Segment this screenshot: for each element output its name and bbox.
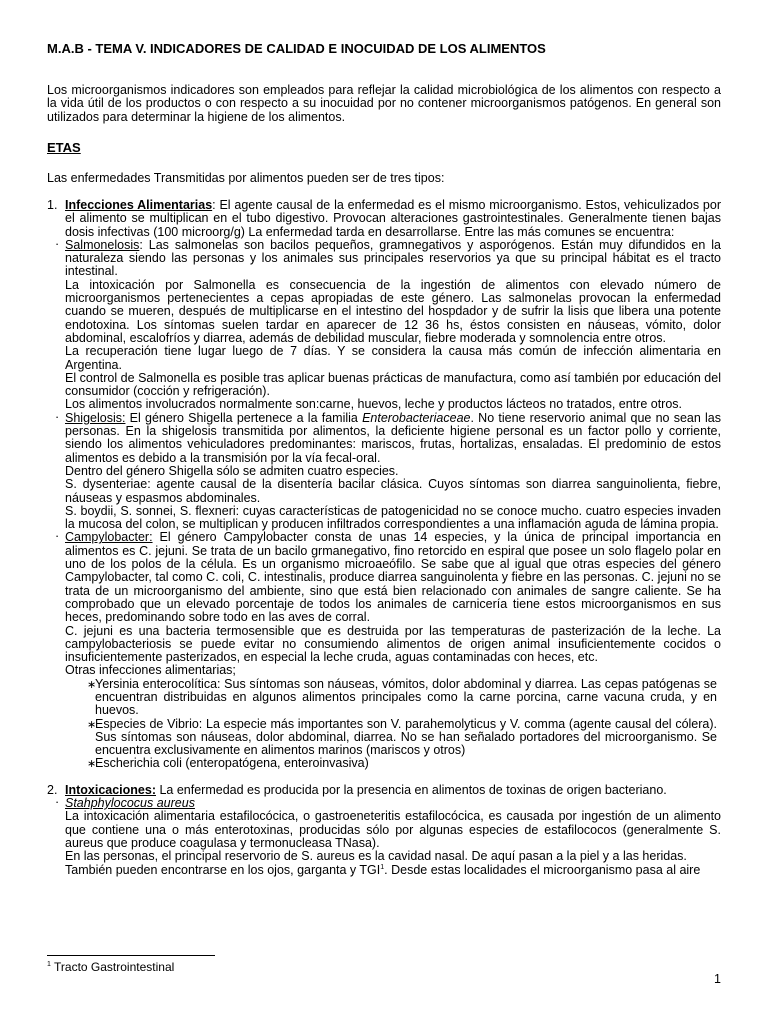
paragraph: S. dysenteriae: agente causal de la disentería bacilar clásica. Cuyos síntomas son diarrea sanguinolienta, fiebre, náuseas y espasmos abdominales. [65, 477, 721, 505]
footnote-separator [47, 955, 215, 956]
item-text: El género Campylobacter consta de unas 14 especies, y la única de principal importancia en alimentos es C. jejuni. Se trata de un bacilo grmanegativo, fino retorcido en espiral que posee un solo flagelo polar en uno de los polos de la célula. Es un organismo microaeófilo. Se sabe que al igual que otras especies del género Campylobacter, tal como C. coli, C. intestinalis, produce diarrea sanguinolenta y fiebre en las personas. C. jejuni no se trata de un microorganismo del ambiente, sino que está bien relacionado con animales de sangre caliente. Se ha comprobado que un elevado porcentaje de todos los animales de carnicería tiene estos microorganismos en sus heces, predominando sobre todo en las aves de corral. [65, 530, 721, 625]
section-intoxicaciones [47, 784, 721, 797]
list-item-text: Escherichia coli (enteropatógena, enteroinvasiva) [95, 756, 369, 771]
item-label: Shigelosis: [65, 410, 126, 425]
bullet-icon: · [55, 409, 60, 424]
section-infecciones [47, 199, 721, 239]
section-text: La enfermedad es producida por la presencia en alimentos de toxinas de origen bacteriano. [156, 782, 667, 797]
page-number: 1 [714, 972, 721, 986]
list-item [47, 718, 721, 758]
paragraph: Otras infecciones alimentarias; [65, 663, 236, 678]
etas-heading: ETAS [47, 140, 81, 155]
family-name: Enterobacteriaceae [362, 410, 471, 425]
footnote-text: Tracto Gastrointestinal [50, 960, 175, 974]
paragraph: La intoxicación por Salmonella es consecuencia de la ingestión de alimentos con elevado número de microorganismos pertenecientes a cepas apropiadas de este género. Las salmonelas provocan la enfermedad cuando se mueren, después de multiplicarse en el intestino del hospdador y de sufrir la lisis que libera una potente endotoxina. Los síntomas suelen tardar en aparecer de 12 36 hs, éstos consisten en náuseas, vómito, dolor abdominal, escalofríos y diarrea, además de debilidad muscular, fiebre moderada y somnolencia entre otros. [65, 277, 721, 345]
section-number: 2. [47, 782, 58, 797]
paragraph: La intoxicación alimentaria estafilocócica, o gastroeneteritis estafilocócica, es causada por ingestión de un alimento que contiene una o más enterotoxinas, producidas sólo por algunas especies de estafilococos (generalmente S. aureus que produce coagulasa y termonucleasa TNasa). [65, 809, 721, 850]
asterisk-bullet-icon: ∗ [87, 678, 97, 691]
list-item [47, 678, 721, 718]
document-body [47, 199, 721, 877]
intro-paragraph: Los microorganismos indicadores son empleados para reflejar la calidad microbiológica de los alimentos con respecto a la vida útil de los productos o con respecto a su inocuidad por no contener microorganismos patógenos. En general son utilizados para determinar la higiene de los alimentos. [47, 83, 721, 124]
paragraph-text: . Desde estas localidades el microorganismo pasa al aire [384, 862, 701, 877]
section-number: 1. [47, 198, 58, 212]
bullet-icon: · [55, 236, 60, 251]
footnote [47, 961, 174, 974]
item-label: Campylobacter: [65, 530, 153, 545]
paragraph: El control de Salmonella es posible tras aplicar buenas prácticas de manufactura, como así también por educación del consumidor (cocción y refrigeración). [65, 370, 721, 399]
item-shigelosis [47, 409, 721, 465]
asterisk-bullet-icon: ∗ [87, 758, 97, 771]
etas-lead: Las enfermedades Transmitidas por alimentos pueden ser de tres tipos: [47, 171, 445, 185]
paragraph: En las personas, el principal reservorio de S. aureus es la cavidad nasal. De aquí pasan a la piel y a las heridas. [65, 849, 687, 864]
item-text: . No tiene reservorio animal que no sean las personas. En la shigelosis transmitida por alimentos, la deficiente higiene personal es un factor pollo y corriente, siendo los alimentos vehiculadores predominantes: mariscos, frutas, hortalizas, ensaladas. El predominio de estos alimentos es debido a la transmisión por la vía fecal-oral. [65, 410, 721, 465]
list-item [47, 757, 721, 770]
section-heading: Infecciones Alimentarias [65, 198, 213, 212]
item-text: El género Shigella pertenece a la familia [125, 410, 363, 425]
item-label: Stahphylococus aureus [65, 796, 195, 811]
paragraph: C. jejuni es una bacteria termosensible que es destruida por las temperaturas de pasterización de la leche. La campylobacteriosis se puede evitar no consumiendo alimentos de origen animal insuficientemente cocidos o insuficientemente pasterizados, en especial la leche cruda, aguas contaminadas con heces, etc. [65, 623, 721, 665]
item-salmonelosis [47, 236, 721, 279]
paragraph: Los alimentos involucrados normalmente son:carne, huevos, leche y productos lácteos no tratados, entre otros. [65, 397, 683, 412]
footnote-mark: 1 [47, 961, 51, 968]
paragraph: S. boydii, S. sonnei, S. flexneri: cuyas características de patogenicidad no se conoce mucho. cuatro especies invaden la mucosa del colon, se multiplican y producen infiltrados correspondientes a una inflamación aguda de lámina propia. [65, 503, 721, 532]
list-item-text: Especies de Vibrio: La especie más importantes son V. parahemolyticus y V. comma (agente causal del cólera). Sus síntomas son náuseas, dolor abdominal, diarrea. No se han señalado portadores del microorganismo. Se encuentra exclusivamente en alimentos marinos (mariscos y otros) [95, 716, 717, 758]
paragraph [47, 864, 721, 877]
bullet-icon: · [55, 795, 60, 810]
paragraph: La recuperación tiene lugar luego de 7 días. Y se considera la causa más común de infección alimentaria en Argentina. [65, 344, 721, 372]
paragraph: Dentro del género Shigella sólo se admiten cuatro especies. [65, 463, 399, 478]
item-label: Salmonelosis [65, 237, 140, 252]
paragraph-text: También pueden encontrarse en los ojos, garganta y TGI [65, 862, 381, 877]
bullet-icon: · [55, 529, 60, 544]
item-staphylococcus [47, 797, 721, 810]
list-item-text: Yersinia enterocolítica: Sus síntomas son náuseas, vómitos, dolor abdominal y diarrea. Las cepas patógenas se encuentran distribuidas en algunos alimentos principales como la carne porcina, carne vacuna cruda, y en huevos. [95, 676, 717, 718]
section-text: : El agente causal de la enfermedad es el mismo microorganismo. Estos, vehiculizados por el alimento se multiplican en el tubo digestivo. Provocan alteraciones gastrointestinales. Generalmente tienen bajas dosis infectivas (100 microorg/g) La enfermedad tarda en desarrollarse. Entre las más comunes se encuentra: [65, 198, 721, 239]
item-campylobacter [47, 531, 721, 624]
section-heading: Intoxicaciones: [65, 782, 156, 797]
footnote-reference[interactable]: 1 [380, 863, 385, 871]
item-text: : Las salmonelas son bacilos pequeños, gramnegativos y asporógenos. Están muy difundidos en la naturaleza siendo las personas y los animales sus principales reservorios ya que su principal hábitat es el tracto intestinal. [65, 237, 721, 279]
asterisk-bullet-icon: ∗ [87, 718, 97, 731]
document-title: M.A.B - TEMA V. INDICADORES DE CALIDAD E INOCUIDAD DE LOS ALIMENTOS [47, 41, 546, 56]
